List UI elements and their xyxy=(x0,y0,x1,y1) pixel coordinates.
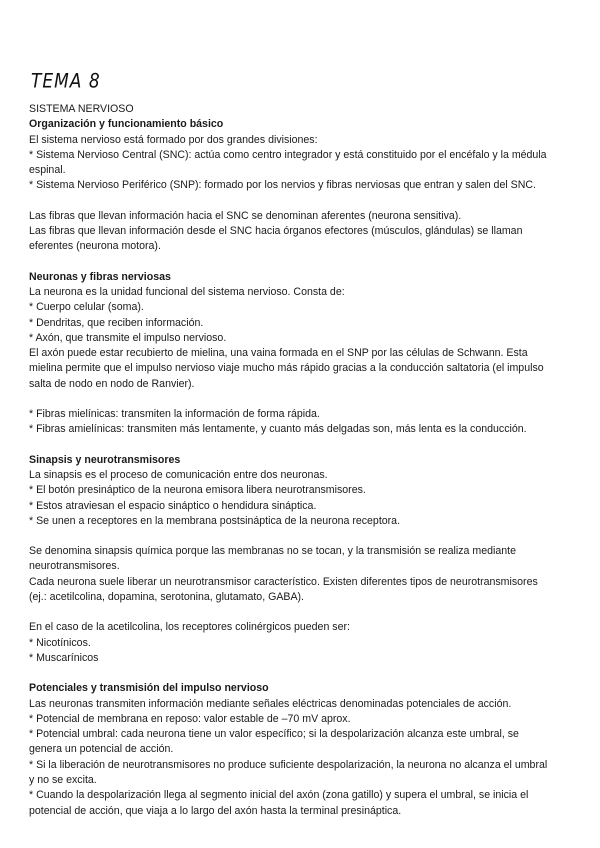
text-line: El axón puede estar recubierto de mielina, una vaina formada en el SNP por las células de Schwann. Esta xyxy=(29,347,528,360)
text-line: Las fibras que llevan información desde el SNC hacia órganos efectores (músculos, glándulas) se llaman xyxy=(29,225,523,238)
text-line: En el caso de la acetilcolina, los receptores colinérgicos pueden ser: xyxy=(29,621,350,634)
text-line: * Muscarínicos xyxy=(29,651,99,664)
text-line: * Sistema Nervioso Periférico (SNP): formado por los nervios y fibras nerviosas que entran y salen del SNC. xyxy=(29,179,536,192)
document-page xyxy=(29,70,577,819)
section-heading: Organización y funcionamiento básico xyxy=(29,118,224,131)
text-line: * Fibras mielínicas: transmiten la información de forma rápida. xyxy=(29,408,320,421)
text-line: * Cuerpo celular (soma). xyxy=(29,301,144,314)
text-line: y no se excita. xyxy=(29,773,97,786)
text-line: Las neuronas transmiten información mediante señales eléctricas denominadas potenciales de acción. xyxy=(29,697,512,710)
text-line: * Potencial de membrana en reposo: valor estable de –70 mV aprox. xyxy=(29,712,351,725)
text-line: * El botón presináptico de la neurona emisora libera neurotransmisores. xyxy=(29,484,366,497)
page-title: TEMA 8 xyxy=(31,70,101,93)
text-line: * Axón, que transmite el impulso nervioso. xyxy=(29,331,227,344)
text-line: * Potencial umbral: cada neurona tiene un valor específico; si la despolarización alcanza este umbral, se xyxy=(29,728,519,741)
text-line: neurotransmisores. xyxy=(29,560,120,573)
section-heading: Neuronas y fibras nerviosas xyxy=(29,270,171,283)
text-line: Cada neurona suele liberar un neurotransmisor característico. Existen diferentes tipos de neurotransmisores xyxy=(29,575,538,588)
text-line: * Estos atraviesan el espacio sináptico o hendidura sináptica. xyxy=(29,499,317,512)
text-line: * Nicotínicos. xyxy=(29,636,91,649)
text-line: eferentes (neurona motora). xyxy=(29,240,161,253)
text-line: * Si la liberación de neurotransmisores no produce suficiente despolarización, la neurona no alcanza el umbral xyxy=(29,758,548,771)
text-line: Se denomina sinapsis química porque las membranas no se tocan, y la transmisión se realiza mediante xyxy=(29,545,516,558)
text-line: Las fibras que llevan información hacia el SNC se denominan aferentes (neurona sensitiva). xyxy=(29,209,462,222)
subject-label: SISTEMA NERVIOSO xyxy=(29,103,134,115)
text-line: La neurona es la unidad funcional del sistema nervioso. Consta de: xyxy=(29,285,345,298)
text-line: * Cuando la despolarización llega al segmento inicial del axón (zona gatillo) y supera el umbral, se inicia el xyxy=(29,789,529,802)
text-line: El sistema nervioso está formado por dos grandes divisiones: xyxy=(29,133,318,146)
text-line: * Dendritas, que reciben información. xyxy=(29,316,204,329)
text-line: * Fibras amielínicas: transmiten más lentamente, y cuanto más delgadas son, más lenta es la conducción. xyxy=(29,423,527,436)
section-heading: Sinapsis y neurotransmisores xyxy=(29,453,181,466)
text-line: espinal. xyxy=(29,164,66,177)
text-line: * Sistema Nervioso Central (SNC): actúa como centro integrador y está constituido por el encéfalo y la médula xyxy=(29,148,547,161)
text-line: mielina permite que el impulso nervioso viaje mucho más rápido gracias a la conducción saltatoria (el impulso xyxy=(29,362,544,375)
section-heading: Potenciales y transmisión del impulso nervioso xyxy=(29,682,269,695)
text-line: salta de nodo en nodo de Ranvier). xyxy=(29,377,195,390)
text-line: potencial de acción, que viaja a lo largo del axón hasta la terminal presináptica. xyxy=(29,804,402,817)
text-line: (ej.: acetilcolina, dopamina, serotonina, glutamato, GABA). xyxy=(29,591,304,604)
text-line: genera un potencial de acción. xyxy=(29,743,174,756)
text-line: La sinapsis es el proceso de comunicación entre dos neuronas. xyxy=(29,468,328,481)
text-line: * Se unen a receptores en la membrana postsináptica de la neurona receptora. xyxy=(29,514,401,527)
